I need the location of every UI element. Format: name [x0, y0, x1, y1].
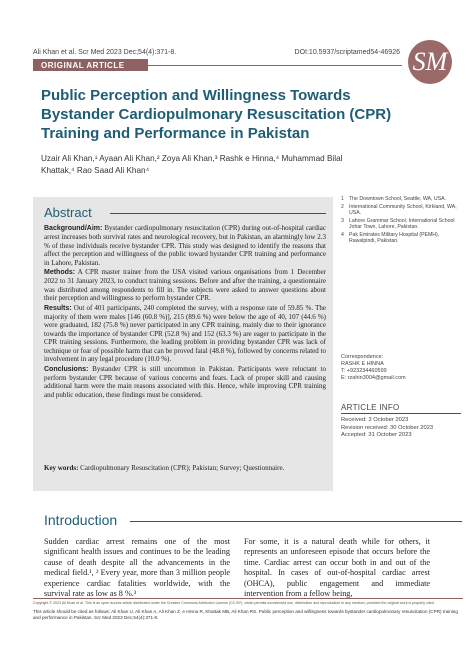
results-label: Results: [44, 304, 72, 312]
background-label: Background/Aim: [44, 225, 103, 232]
abstract-heading: Abstract [44, 205, 92, 220]
doi-link[interactable]: DOI:10.5937/scriptamed54-46926 [294, 49, 400, 56]
affiliation-text: International Community School, Kirkland, WA, USA. [349, 203, 457, 216]
methods-text: A CPR master trainer from the USA visited various organisations from 1 December 2022 to 31 January 2023, to conduct training sessions. Before and after the training, a questionnaire was distributed among respondents to fill in. The subjects were asked to answer questions about their perception and willingness to perform bystander CPR. [44, 268, 326, 303]
affiliation-text: Pak Emirates Military Hospital (PEMH), Rawalpindi, Pakistan. [349, 231, 440, 244]
affiliation-number: 1 [341, 196, 344, 202]
affiliations-list [341, 196, 463, 246]
citation-notice: This article should be cited as follows: Ali Khan U, Ali Khan A, Ali Khan Z, e Hinna R, Khattak MB, Ali Khan RS. Public perception and willingness towards bystander cardiopulmonary resuscitation (CPR) training and performance in Pakistan. Scr Med 2023 Dec;54(4):371-8. [33, 609, 458, 620]
methods-label: Methods: [44, 269, 76, 277]
abstract-divider [110, 213, 326, 214]
keywords-label: Key words: [44, 464, 79, 472]
correspondence-block [341, 354, 463, 382]
abstract-methods [44, 268, 326, 303]
conclusions-label: Conclusions: [44, 365, 89, 373]
keywords-text: Cardiopulmonary Resuscitation (CPR); Pakistan; Survey; Questionnaire. [78, 464, 285, 472]
conclusions-text: Bystander CPR is still uncommon in Pakistan. Participants were reluctant to perform bystander CPR because of various concerns and fears. Lack of proper skill and causing additional harm were the main reasons associated with this. Hence, while improving CPR training and public education, these findings must be considered. [44, 364, 326, 399]
results-text: Out of 401 participants, 240 completed the survey, with a response rate of 59.85 %. The majority of them were males [146 (60.8 %)], 215 (89.6 %) were below the age of 40, 107 (44.6 %) were graduated, 182 (75.8 %) never participated in any CPR training, mainly due to their ignorance towards the importance of bystander CPR (52.8 %) and 152 (63.3 %) are eager to participate in the CPR training sessions. Furthermore, the leading problem in providing bystander CPR was lack of technique or fear of possible harm that can be proved fatal (48.8 %), followed by concerns related to involvement in any legal procedure (10.0 %). [44, 303, 326, 364]
copyright-notice: Copyright © 2023 Ali Khan et al. This is an open access article distributed under the Creative Commons Attribution License (CC BY), which permits unrestricted use, distribution and reproduction in any medium, provided the original work is properly cited. [33, 601, 435, 605]
received-date: Received: 3 October 2023 [341, 417, 409, 423]
header-divider [148, 65, 402, 66]
affiliation-item [341, 204, 463, 217]
affiliation-text: The Downtown School, Seattle, WA, USA. [349, 196, 446, 202]
correspondence-email[interactable]: E: rzahin3004@gmail.com [341, 375, 406, 381]
introduction-column-2: For some, it is a natural death while for others, it represents an unforeseen episode that occurs before the time. Cardiac arrest can occur both in and out of the hospital. In cases of out-of-hospital cardiac arrest (OHCA), public engagement and immediate intervention from a fellow being, [244, 537, 430, 599]
affiliation-item [341, 232, 463, 245]
affiliation-number: 4 [341, 231, 344, 238]
article-info-heading: ARTICLE INFO [341, 403, 400, 412]
journal-logo: SM [408, 40, 452, 84]
introduction-divider [130, 521, 462, 522]
article-info-dates [341, 417, 463, 440]
revision-date: Revision received: 30 October 2023 [341, 424, 434, 431]
article-type-tag: ORIGINAL ARTICLE [33, 59, 148, 71]
footer-divider [33, 598, 463, 599]
correspondence-label: Correspondence: [341, 354, 384, 360]
affiliation-number: 3 [341, 217, 344, 224]
introduction-column-1: Sudden cardiac arrest remains one of the most significant health issues and continues to be the leading cause of death despite all the advancements in the medical field.¹, ² Every year, more than 3 million people experience cardiac fatalities worldwide, with the survival rate as low as 8 %.³ [44, 537, 230, 599]
article-title: Public Perception and Willingness Towards Bystander Cardiopulmonary Resuscitation (CPR) Training and Performance in Pakistan [41, 87, 392, 142]
abstract-background [44, 224, 326, 267]
abstract-conclusions [44, 365, 326, 400]
article-info-divider [341, 413, 461, 414]
affiliation-text: Lahore Grammar School, International School Johar Town, Lahore, Pakistan. [349, 217, 455, 230]
affiliation-number: 2 [341, 203, 344, 210]
correspondence-phone: T: +923234460599 [341, 368, 387, 374]
journal-citation: Ali Khan et al. Scr Med 2023 Dec;54(4):371-8. [33, 49, 177, 56]
abstract-results [44, 304, 326, 364]
keywords [44, 464, 326, 472]
accepted-date: Accepted: 31 October 2023 [341, 432, 412, 438]
background-text: Bystander cardiopulmonary resuscitation (CPR) during out-of-hospital cardiac arrest increases both survival rates and neurological recovery, but in Pakistan, an alarmingly low 2.3 % of these individuals receive bystander CPR. This study was designed to identify the reasons that affect the perception and willingness of the public toward bystander CPR training and performance in Lahore, Pakistan. [44, 224, 326, 267]
affiliation-item [341, 196, 463, 203]
author-list: Uzair Ali Khan,¹ Ayaan Ali Khan,² Zoya Ali Khan,³ Rashk e Hinna,⁴ Muhammad Bilal Khattak,⁴ Rao Saad Ali Khan⁴ [41, 154, 343, 175]
correspondence-name: RASHK E HINNA [341, 361, 384, 367]
abstract-body [44, 224, 326, 400]
introduction-heading: Introduction [44, 512, 118, 528]
affiliation-item [341, 218, 463, 231]
